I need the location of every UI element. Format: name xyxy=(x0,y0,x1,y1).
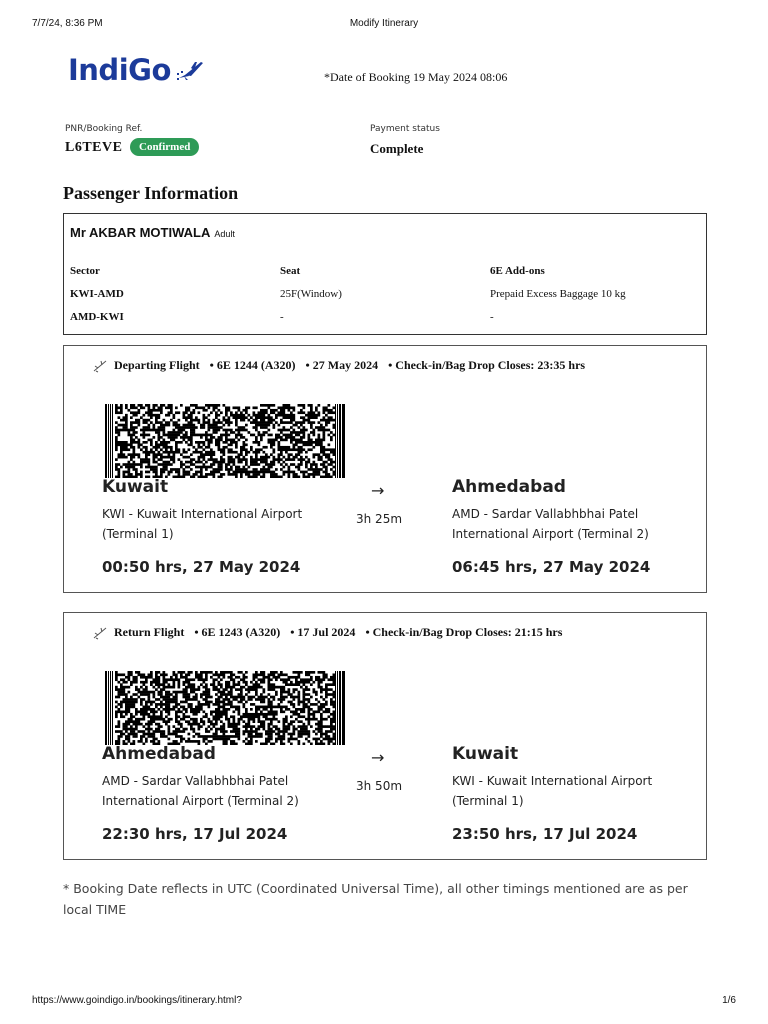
plane-icon xyxy=(92,359,108,373)
status-badge: Confirmed xyxy=(130,138,199,156)
indigo-logo[interactable] xyxy=(68,52,205,88)
passenger-name xyxy=(70,225,235,240)
passenger-name-text: Mr AKBAR MOTIWALA xyxy=(70,225,211,240)
origin-city: Kuwait xyxy=(102,477,169,497)
print-datetime: 7/7/24, 8:36 PM xyxy=(32,18,103,29)
flight-number: • 6E 1243 (A320) xyxy=(194,625,281,639)
destination-city: Kuwait xyxy=(452,744,519,764)
origin-airport: KWI - Kuwait International Airport (Terminal 1) xyxy=(102,507,303,541)
checkin-close: • Check-in/Bag Drop Closes: 23:35 hrs xyxy=(388,358,586,372)
passenger-box xyxy=(63,213,707,335)
plane-icon xyxy=(92,626,108,640)
col-header-sector: Sector xyxy=(70,265,100,277)
logo-text: IndiGo xyxy=(68,53,171,87)
flight-duration: 3h 50m xyxy=(356,779,403,793)
destination-airport: KWI - Kuwait International Airport (Terminal 1) xyxy=(452,774,653,808)
utc-footnote: * Booking Date reflects in UTC (Coordinated Universal Time), all other timings mentioned are as per local TIME xyxy=(63,881,688,917)
arrow-right-icon: → xyxy=(371,748,385,767)
row-sector-1: KWI-AMD xyxy=(70,288,124,300)
destination-city: Ahmedabad xyxy=(452,477,566,497)
origin-city: Ahmedabad xyxy=(102,744,216,764)
booking-date-label: *Date of Booking xyxy=(324,70,410,84)
col-header-seat: Seat xyxy=(280,265,301,277)
row-addons-2: - xyxy=(490,311,494,323)
page-url: https://www.goindigo.in/bookings/itinerary.html? xyxy=(32,995,242,1006)
flight-number: • 6E 1244 (A320) xyxy=(209,358,296,372)
pnr-label: PNR/Booking Ref. xyxy=(65,124,143,134)
checkin-close: • Check-in/Bag Drop Closes: 21:15 hrs xyxy=(365,625,563,639)
departure-time: 22:30 hrs, 17 Jul 2024 xyxy=(102,825,288,843)
boarding-barcode xyxy=(105,404,345,478)
passenger-type: Adult xyxy=(214,229,235,239)
print-header xyxy=(32,18,736,30)
print-page-title: Modify Itinerary xyxy=(349,18,419,29)
passenger-info-title: Passenger Information xyxy=(63,183,239,203)
flight-duration: 3h 25m xyxy=(356,512,403,526)
origin-airport: AMD - Sardar Vallabhbhai Patel International Airport (Terminal 2) xyxy=(102,774,299,808)
boarding-barcode xyxy=(105,671,345,745)
row-seat-1: 25F(Window) xyxy=(280,288,342,300)
departing-flight-header xyxy=(92,358,595,373)
return-flight-header xyxy=(92,625,572,640)
plane-logo-icon xyxy=(175,58,205,82)
flight-label: Return Flight xyxy=(114,625,185,639)
print-footer xyxy=(32,995,736,1006)
page-number: 1/6 xyxy=(722,995,736,1006)
row-addons-1: Prepaid Excess Baggage 10 kg xyxy=(490,288,626,300)
flight-label: Departing Flight xyxy=(114,358,200,372)
return-flight-card xyxy=(63,612,707,860)
payment-status-label: Payment status xyxy=(370,124,440,134)
row-sector-2: AMD-KWI xyxy=(70,311,124,323)
booking-date-value: 19 May 2024 08:06 xyxy=(413,70,508,84)
departing-flight-card xyxy=(63,345,707,593)
arrival-time: 06:45 hrs, 27 May 2024 xyxy=(452,558,651,576)
flight-date: • 27 May 2024 xyxy=(305,358,379,372)
departure-time: 00:50 hrs, 27 May 2024 xyxy=(102,558,301,576)
row-seat-2: - xyxy=(280,311,284,323)
payment-status-value: Complete xyxy=(370,141,424,156)
arrival-time: 23:50 hrs, 17 Jul 2024 xyxy=(452,825,638,843)
col-header-addons: 6E Add-ons xyxy=(490,265,545,277)
flight-date: • 17 Jul 2024 xyxy=(290,625,356,639)
arrow-right-icon: → xyxy=(371,481,385,500)
destination-airport: AMD - Sardar Vallabhbhai Patel International Airport (Terminal 2) xyxy=(452,507,649,541)
booking-date xyxy=(324,70,507,85)
pnr-value: L6TEVE xyxy=(65,140,123,155)
